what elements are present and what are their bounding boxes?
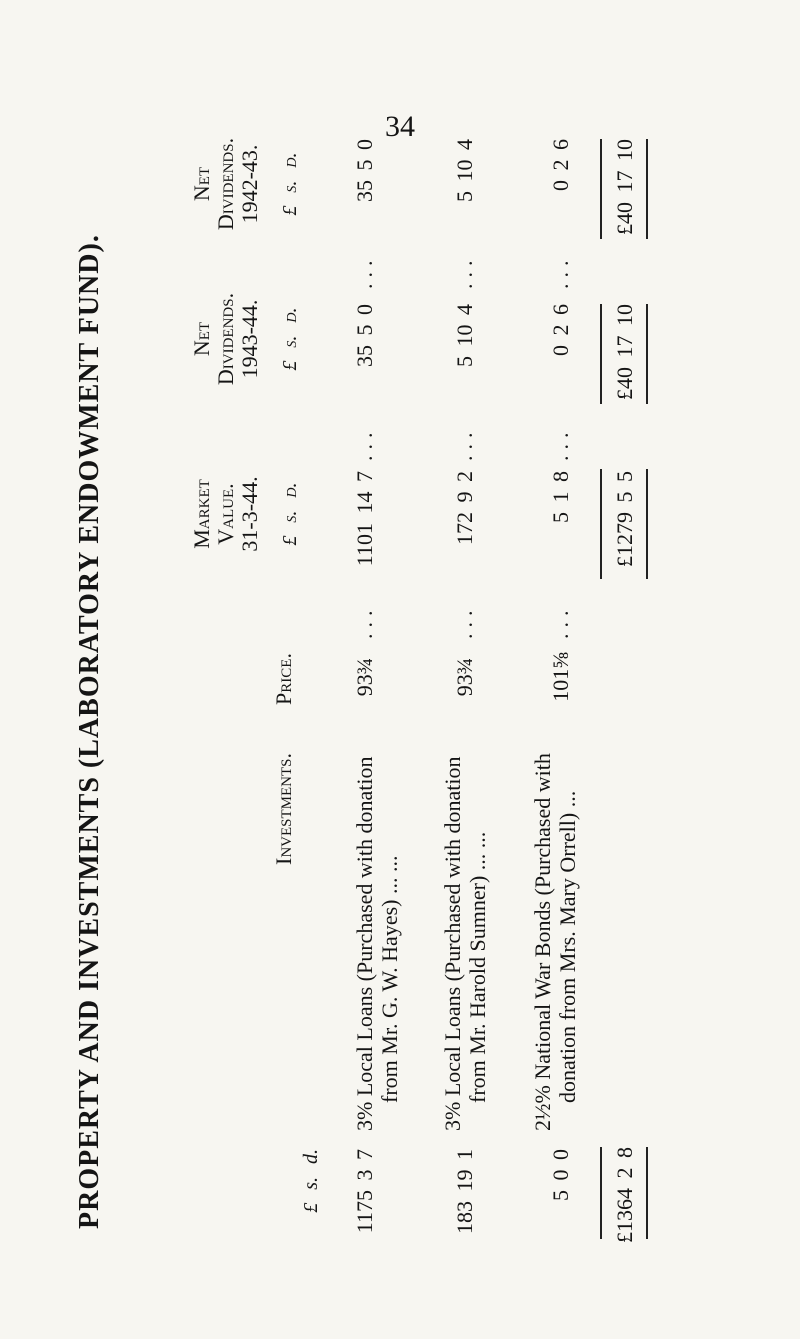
header-market-line-1: Market: [189, 479, 214, 549]
header-net1943-units: £ s. d.: [279, 307, 301, 371]
header-net-dividends-1943: [190, 259, 302, 419]
row-3-dividend-1942: 0 2 6: [548, 139, 573, 191]
market-total-rule: [600, 469, 602, 579]
header-net1942-units: £ s. d.: [279, 152, 301, 216]
row-3-leader: ...: [548, 604, 573, 639]
row-1-leader-2: ...: [352, 426, 377, 461]
row-2-dividend-1943: 5 10 4: [452, 304, 477, 367]
row-1-description-line-2: from Mr. G. W. Hayes) ... ...: [377, 855, 402, 1103]
total-market-value: £1279 5 5: [612, 471, 637, 567]
row-3-description: [530, 753, 580, 1131]
header-investments: Investments.: [271, 753, 296, 865]
row-2-description: [440, 756, 490, 1131]
row-3-price: 101⅝: [548, 652, 573, 702]
rotated-table: [0, 119, 800, 1339]
row-2-price: 93¾: [452, 657, 477, 697]
page-number: 34: [385, 110, 415, 143]
row-3-description-line-2: donation from Mrs. Mary Orrell) ...: [555, 790, 580, 1103]
dividend-1943-total-rule: [600, 304, 602, 404]
row-1-price: 93¾: [352, 657, 377, 697]
row-1-leader-3: ...: [352, 254, 377, 289]
total-amount: £1364 2 8: [612, 1147, 637, 1243]
dividend-1943-bottom-rule: [646, 304, 648, 404]
row-3-description-line-1: 2½% National War Bonds (Purchased with: [530, 753, 555, 1131]
row-2-market-value: 172 9 2: [452, 471, 477, 545]
dividend-1942-bottom-rule: [646, 139, 648, 239]
header-net-dividends-1942: [190, 104, 302, 264]
market-bottom-rule: [646, 469, 648, 579]
header-net1943-line-2: Dividends.: [213, 292, 238, 386]
header-net1942-line-2: Dividends.: [213, 137, 238, 231]
row-2-leader: ...: [452, 604, 477, 639]
header-net1943-line-3: 1943-44.: [237, 299, 262, 379]
row-2-dividend-1942: 5 10 4: [452, 139, 477, 202]
row-3-leader-2: ...: [548, 426, 573, 461]
row-3-dividend-1943: 0 2 6: [548, 304, 573, 356]
row-1-description-line-1: 3% Local Loans (Purchased with donation: [352, 756, 377, 1131]
row-2-description-line-2: from Mr. Harold Sumner) ... ...: [465, 831, 490, 1103]
row-3-leader-3: ...: [548, 254, 573, 289]
row-1-dividend-1943: 35 5 0: [352, 304, 377, 367]
header-amount-units: £ s. d.: [300, 1149, 322, 1213]
row-1-description: [352, 756, 402, 1131]
header-net1942-line-1: Net: [189, 166, 214, 202]
row-2-leader-3: ...: [452, 254, 477, 289]
header-net1942-line-3: 1942-43.: [237, 144, 262, 224]
row-1-amount: 1175 3 7: [352, 1149, 377, 1234]
row-3-amount: 5 0 0: [548, 1149, 573, 1201]
total-dividend-1943: £40 17 10: [612, 304, 637, 400]
row-1-leader: ...: [352, 604, 377, 639]
header-market-units: £ s. d.: [279, 482, 301, 546]
page-title: PROPERTY AND INVESTMENTS (LABORATORY ENDOWMENT FUND).: [74, 234, 105, 1229]
row-2-leader-2: ...: [452, 426, 477, 461]
header-market-line-3: 31-3-44.: [237, 476, 262, 552]
row-2-description-line-1: 3% Local Loans (Purchased with donation: [440, 756, 465, 1131]
amount-total-rule: [600, 1147, 602, 1239]
header-market-line-2: Value.: [213, 483, 238, 545]
header-price: Price.: [271, 653, 296, 705]
dividend-1942-total-rule: [600, 139, 602, 239]
header-market-value: [190, 434, 302, 594]
header-net1943-line-1: Net: [189, 321, 214, 357]
total-dividend-1942: £40 17 10: [612, 139, 637, 235]
row-1-dividend-1942: 35 5 0: [352, 139, 377, 202]
amount-bottom-rule: [646, 1147, 648, 1239]
row-3-market-value: 5 1 8: [548, 471, 573, 523]
row-1-market-value: 1101 14 7: [352, 471, 377, 567]
row-2-amount: 183 19 1: [452, 1149, 477, 1234]
